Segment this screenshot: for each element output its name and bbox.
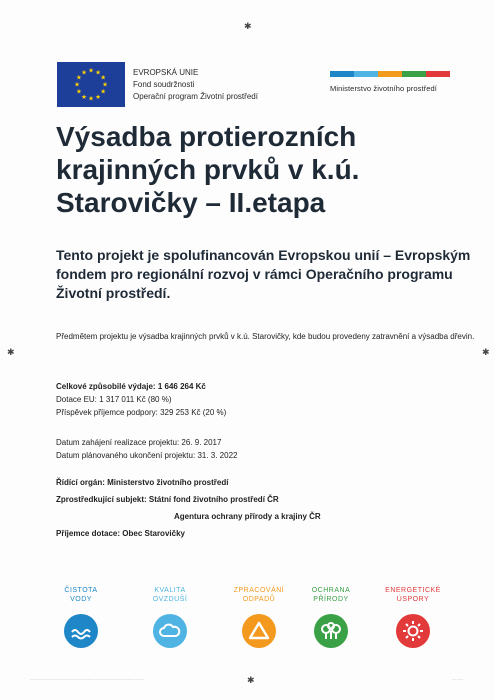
topic-nature-line1: OCHRANA	[311, 587, 351, 594]
finance-block	[56, 380, 476, 419]
grant-recipient-label: Příjemce dotace:	[56, 529, 121, 538]
topic-water-line1: ČISTOTA	[64, 587, 98, 594]
eu-star: ★	[88, 95, 94, 103]
print-footer-right: ..........	[452, 676, 464, 681]
topic-water-line2: VODY	[70, 596, 92, 603]
bodies-block	[56, 476, 476, 540]
eu-star: ★	[75, 74, 82, 82]
start-date-value: 26. 9. 2017	[181, 438, 222, 447]
dates-block	[56, 436, 476, 462]
governing-body	[56, 476, 476, 489]
finance-eu	[56, 393, 476, 406]
water-icon	[64, 614, 98, 648]
intermediate-body	[56, 493, 476, 506]
governing-body-label: Řídící orgán:	[56, 478, 105, 487]
print-footer-left: .......................................................................................................	[30, 676, 145, 681]
topic-water	[46, 586, 116, 648]
cloud-icon	[153, 614, 187, 648]
intermediate-body-2	[56, 510, 476, 523]
eu-star: ★	[81, 69, 87, 77]
topic-waste-line2: ODPADŮ	[242, 596, 276, 603]
grant-recipient	[56, 527, 476, 540]
eu-star: ★	[95, 93, 101, 101]
finance-total-label: Celkové způsobilé výdaje:	[56, 382, 156, 391]
topic-waste-label	[224, 586, 294, 606]
registration-mark-right: ✱	[482, 347, 490, 357]
ministry-bar-segment	[378, 71, 402, 77]
eu-star: ★	[88, 67, 94, 75]
registration-mark-left: ✱	[7, 347, 15, 357]
ministry-color-bar	[330, 71, 450, 77]
sun-icon	[396, 614, 430, 648]
eu-star: ★	[100, 88, 107, 96]
finance-eu-value: 1 317 011 Kč (80 %)	[99, 395, 172, 404]
topic-waste-line1: ZPRACOVÁNÍ	[233, 587, 285, 594]
finance-total-value: 1 646 264 Kč	[157, 382, 206, 391]
page-subtitle: Tento projekt je spolufinancován Evropskou unií – Evropským fondem pro regionální rozvoj v rámci Operačního programu Životní prostředí.	[56, 247, 471, 301]
finance-recipient-label: Příspěvek příjemce podpory:	[56, 408, 158, 417]
start-date	[56, 436, 476, 449]
ministry-bar-segment	[354, 71, 378, 77]
topic-air-line1: KVALITA	[154, 587, 186, 594]
eu-star: ★	[75, 88, 82, 96]
topic-energy-line2: ÚSPORY	[396, 596, 430, 603]
finance-total	[56, 380, 476, 393]
intermediate-body-value-2: Agentura ochrany přírody a krajiny ČR	[174, 512, 321, 521]
topic-energy-line1: ENERGETICKÉ	[385, 587, 441, 594]
eu-logo-line3: Operační program Životní prostředí	[133, 92, 258, 101]
finance-recipient	[56, 406, 476, 419]
topic-air-line2: OVZDUŠÍ	[152, 596, 188, 603]
intermediate-body-label: Zprostředkující subjekt:	[56, 495, 147, 504]
topic-nature	[296, 586, 366, 648]
page-title: Výsadba protierozních krajinných prvků v k.ú. Starovičky – II.etapa	[56, 121, 360, 218]
start-date-label: Datum zahájení realizace projektu:	[56, 438, 180, 447]
eu-star: ★	[74, 81, 80, 89]
finance-recipient-value: 329 253 Kč (20 %)	[160, 408, 227, 417]
eu-flag-logo	[57, 62, 125, 107]
end-date-label: Datum plánovaného ukončení projektu:	[56, 451, 196, 460]
tree-icon	[314, 614, 348, 648]
end-date	[56, 449, 476, 462]
eu-star: ★	[95, 69, 101, 77]
grant-recipient-value: Obec Starovičky	[122, 529, 185, 538]
project-description: Předmětem projektu je výsadba krajinných prvků v k.ú. Starovičky, kde budou provedeny zatravnění a výsadba dřevin.	[56, 332, 475, 341]
intermediate-body-value: Státní fond životního prostředí ČR	[148, 495, 279, 504]
eu-star: ★	[81, 93, 87, 101]
registration-mark-top: ✱	[244, 21, 252, 31]
topic-nature-line2: PŘÍRODY	[313, 596, 349, 603]
eu-logo-line1: EVROPSKÁ UNIE	[133, 68, 199, 77]
ministry-label: Ministerstvo životního prostředí	[330, 84, 437, 93]
topic-energy	[378, 586, 448, 648]
topic-energy-label	[378, 586, 448, 606]
ministry-bar-segment	[426, 71, 450, 77]
registration-mark-bottom: ✱	[247, 675, 255, 685]
topic-nature-label	[296, 586, 366, 606]
governing-body-value: Ministerstvo životního prostředí	[107, 478, 229, 487]
eu-logo-line2: Fond soudržnosti	[133, 80, 195, 89]
eu-logo-text	[133, 67, 258, 103]
triangle-icon	[242, 614, 276, 648]
topic-air-label	[135, 586, 205, 606]
topic-air	[135, 586, 205, 648]
topic-water-label	[46, 586, 116, 606]
finance-eu-label: Dotace EU:	[56, 395, 97, 404]
end-date-value: 31. 3. 2022	[197, 451, 238, 460]
ministry-bar-segment	[330, 71, 354, 77]
eu-star: ★	[100, 74, 107, 82]
ministry-bar-segment	[402, 71, 426, 77]
eu-star: ★	[102, 81, 108, 89]
topic-waste	[224, 586, 294, 648]
